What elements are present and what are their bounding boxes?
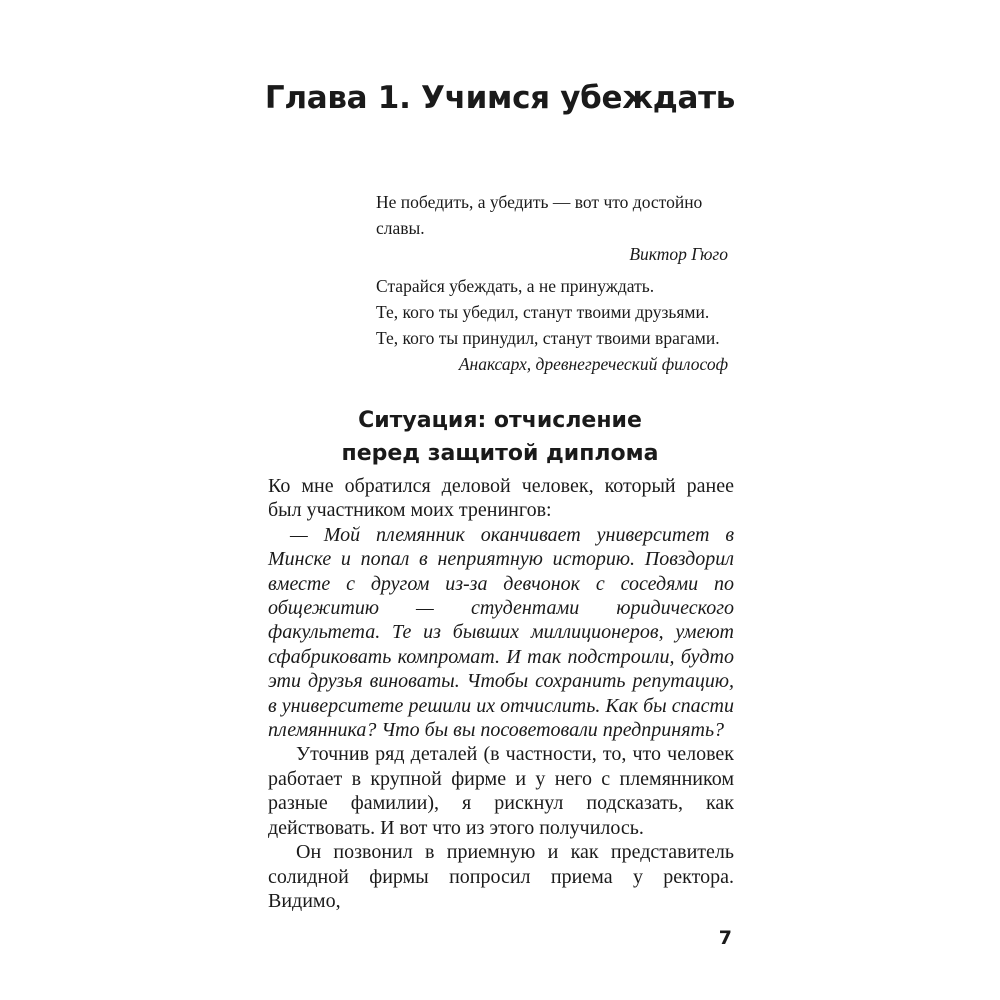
page-number: 7 <box>718 927 732 949</box>
chapter-title: Глава 1. Учимся убеждать <box>264 80 736 116</box>
paragraph: Он позвонил в приемную и как представитель солидной фирмы попросил приема у ректора. Видимо, <box>268 841 734 912</box>
epigraph-line: Старайся убеждать, а не принуждать. <box>376 276 655 296</box>
section-title-line: перед защитой диплома <box>341 441 659 466</box>
section-title-line: Ситуация: отчисление <box>358 408 642 433</box>
paragraph-quote: — Мой племянник оканчивает университет в Минске и попал в неприятную историю. Повздорил вместе с другом из-за девчонок с соседями по общежитию — студентами юридического факультета. Те из бывших миллиционеров, умеют сфабриковать компромат. И так подстроили, будто эти друзья виноваты. Чтобы сохранить репутацию, в университете решили их отчислить. Как бы спасти племянника? Что бы вы посоветовали предпринять? <box>268 523 734 742</box>
section-title <box>0 404 1000 470</box>
epigraph-line: Те, кого ты убедил, станут твоими друзьями. <box>376 302 710 322</box>
epigraph-hugo <box>376 189 732 267</box>
epigraph-line: Те, кого ты принудил, станут твоими врагами. <box>376 328 720 348</box>
paragraph: Уточнив ряд деталей (в частности, то, что человек работает в крупной фирме и у него с племянником разные фамилии), я рискнул подсказать, как действовать. И вот что из этого получилось. <box>268 743 734 839</box>
epigraph-anaxarchus <box>376 273 732 377</box>
paragraph-intro: Ко мне обратился деловой человек, который ранее был участником моих тренингов: <box>268 475 734 522</box>
body-text <box>268 474 734 913</box>
epigraph-text: Не победить, а убедить — вот что достойно славы. <box>376 192 703 238</box>
epigraph-author: Анаксарх, древнегреческий философ <box>458 354 728 374</box>
epigraph-author: Виктор Гюго <box>629 244 728 264</box>
